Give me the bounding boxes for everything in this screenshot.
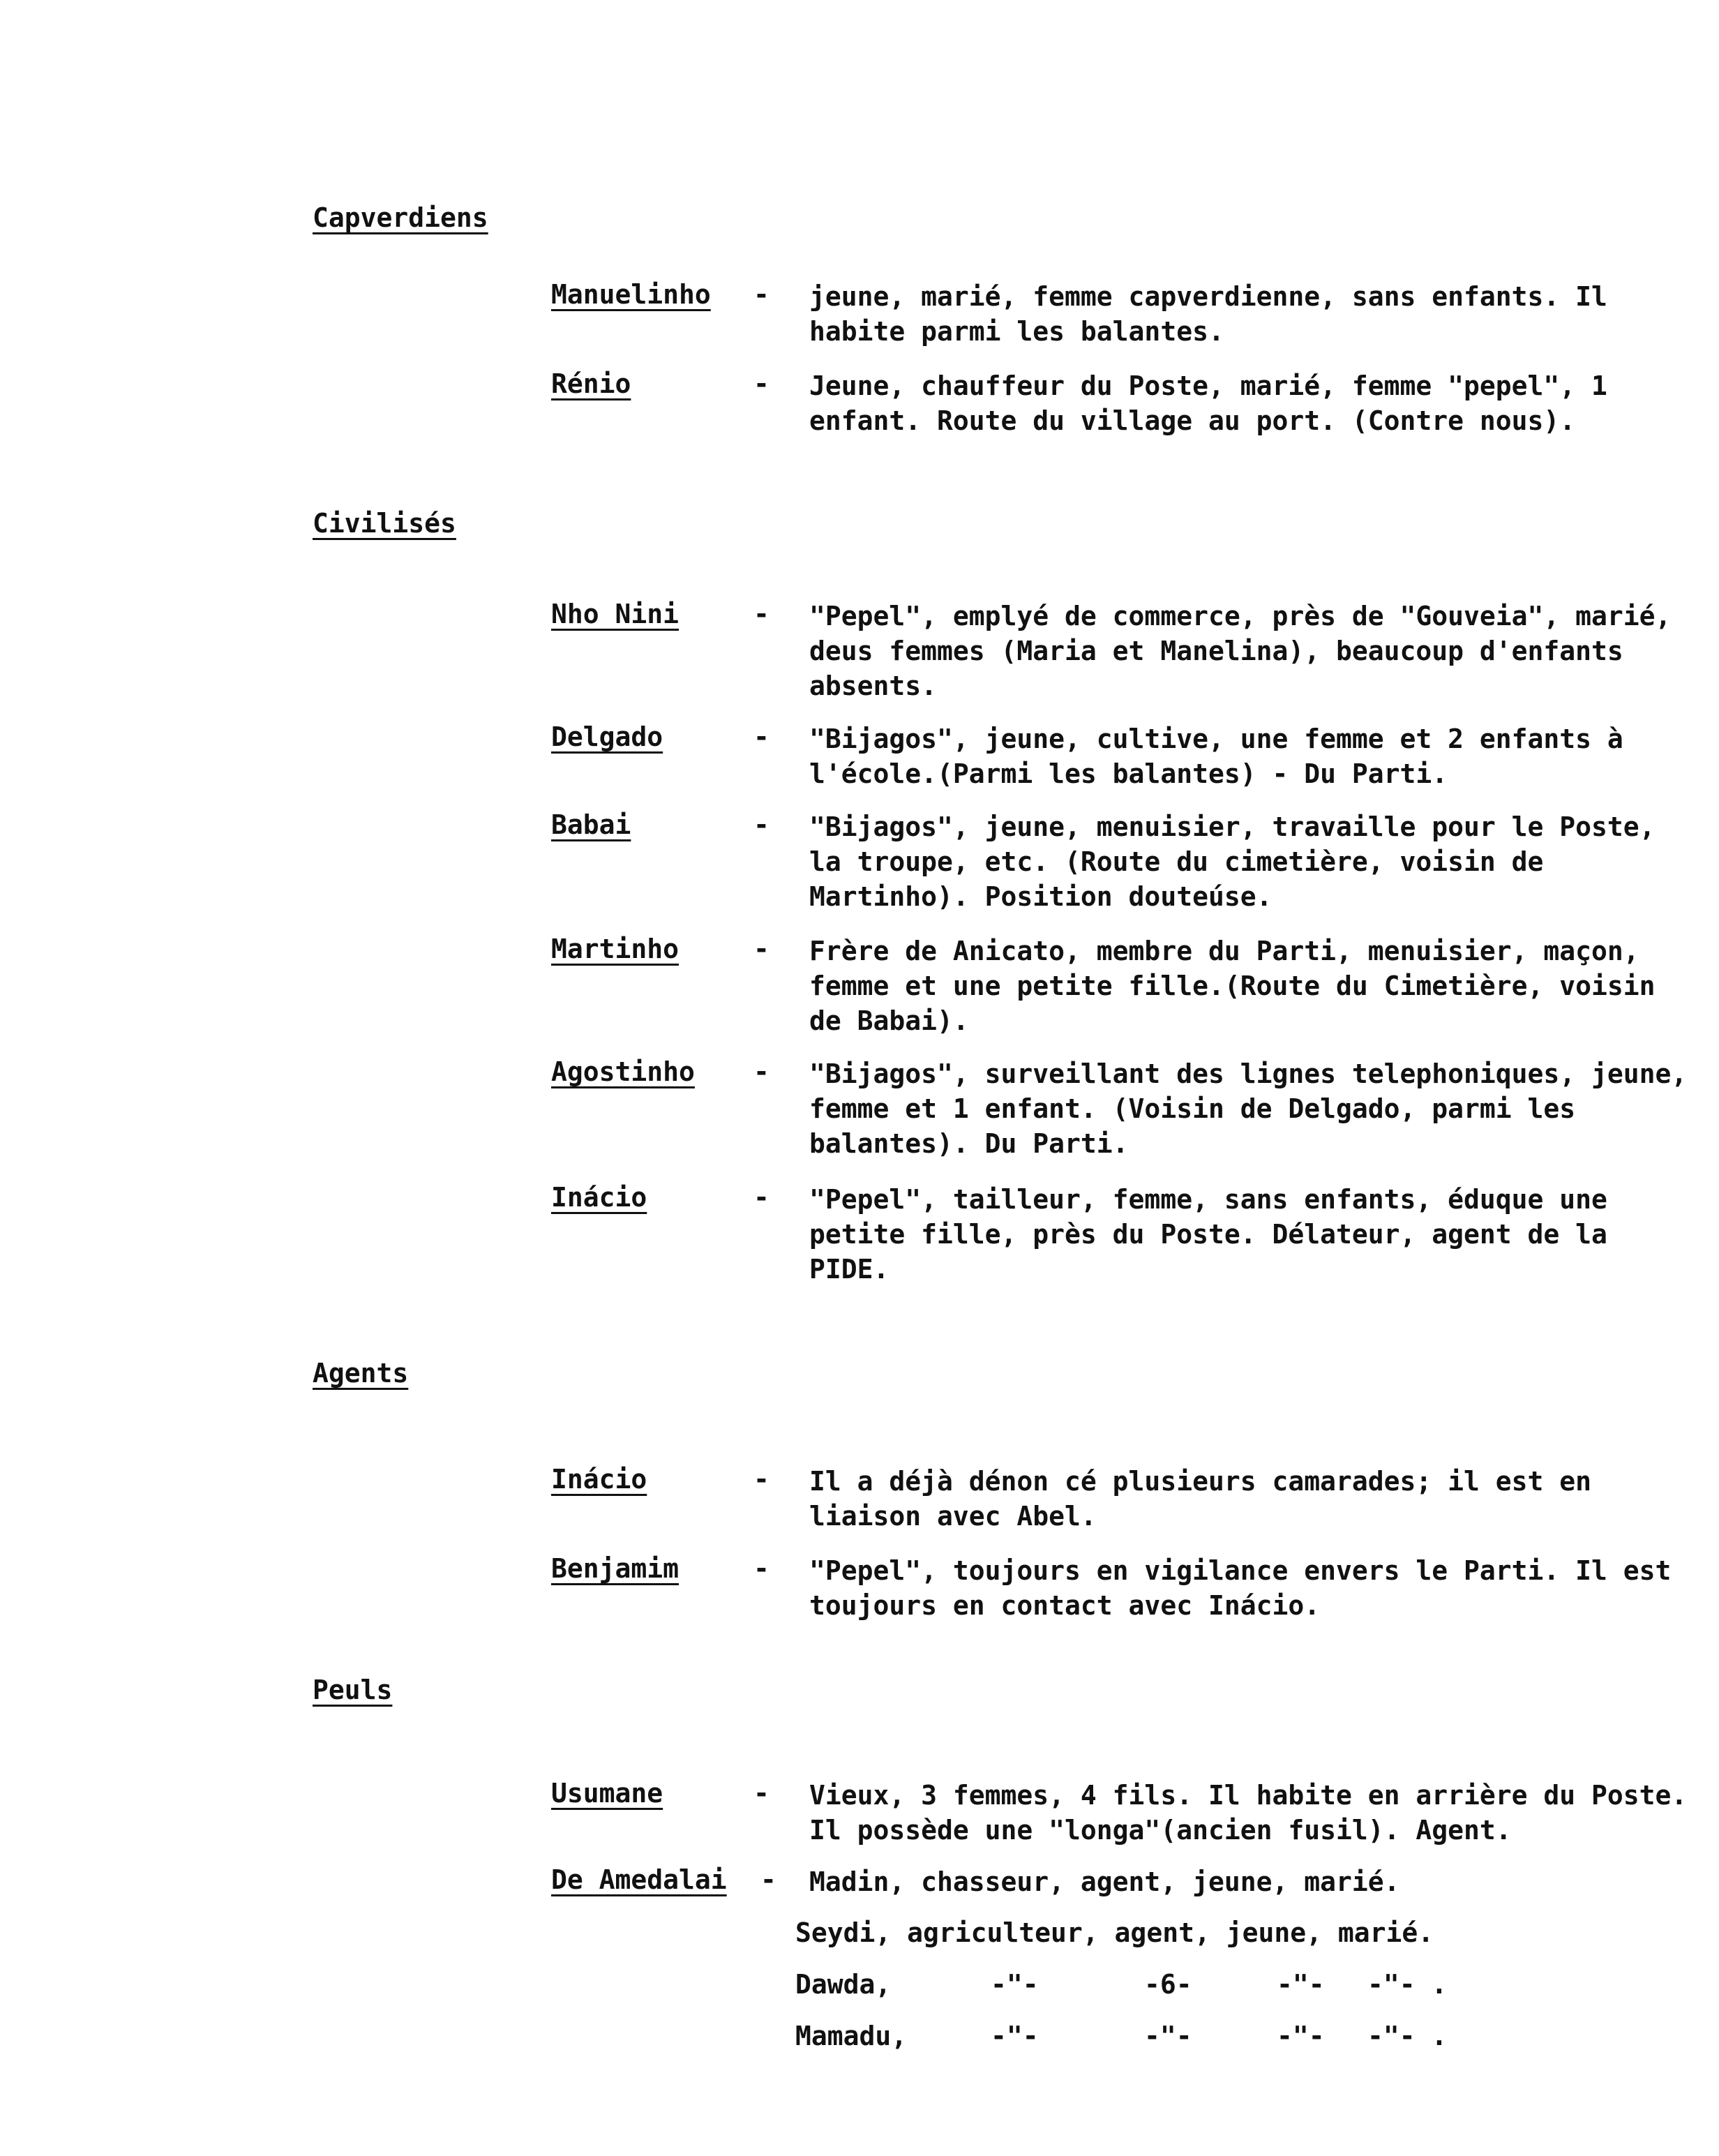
- entry-dash: -: [753, 1464, 770, 1495]
- entry-text: Jeune, chauffeur du Poste, marié, femme "pepel", 1 enfant. Route du village au port. (Contre nous).: [809, 370, 1607, 436]
- entry-dash: -: [753, 279, 770, 310]
- list-item-seydi: Seydi, agriculteur, agent, jeune, marié.: [795, 1917, 1434, 1948]
- entry-name: Rénio: [551, 368, 631, 399]
- entry-dash: -: [753, 368, 770, 399]
- entry-name: De Amedalai: [551, 1864, 727, 1895]
- ditto-mark: -"-: [1277, 1969, 1325, 2000]
- ditto-mark: -"-: [1277, 2021, 1325, 2051]
- entry-name: Martinho: [551, 934, 680, 964]
- entry-name: Delgado: [551, 721, 663, 752]
- entry-name: Nho Nini: [551, 599, 680, 629]
- entry-dash: -: [753, 809, 770, 840]
- entry-name: Benjamim: [551, 1553, 680, 1584]
- ditto-row-name: Dawda,: [795, 1969, 892, 2000]
- section-heading-capverdiens: Capverdiens: [313, 202, 488, 233]
- entry-text: "Pepel", toujours en vigilance envers le Parti. Il est toujours en contact avec Inácio.: [809, 1555, 1672, 1621]
- entry-name: Inácio: [551, 1182, 647, 1213]
- entry-name: Manuelinho: [551, 279, 711, 310]
- ditto-mark: -"- .: [1367, 1969, 1448, 2000]
- entry-text: Il a déjà dénon cé plusieurs camarades; il est en liaison avec Abel.: [809, 1466, 1592, 1532]
- ditto-row-name: Mamadu,: [795, 2021, 908, 2051]
- entry-dash: -: [753, 1056, 770, 1087]
- entry-dash: -: [753, 599, 770, 629]
- entry-dash: -: [753, 1778, 770, 1809]
- entry-text: "Pepel", emplyé de commerce, près de "Gouveia", marié, deus femmes (Maria et Manelina), beaucoup d'enfants absents.: [809, 601, 1672, 701]
- entry-dash: -: [760, 1864, 776, 1895]
- entry-dash: -: [753, 934, 770, 964]
- entry-name: Agostinho: [551, 1056, 695, 1087]
- section-heading-agents: Agents: [313, 1358, 409, 1388]
- ditto-mark: -"-: [1144, 2021, 1192, 2051]
- entry-text: Frère de Anicato, membre du Parti, menuisier, maçon, femme et une petite fille.(Route du Cimetière, voisin de Babai).: [809, 936, 1656, 1036]
- section-heading-civilises: Civilisés: [313, 508, 456, 539]
- entry-name: Inácio: [551, 1464, 647, 1495]
- entry-text: "Bijagos", surveillant des lignes telephoniques, jeune, femme et 1 enfant. (Voisin de Delgado, parmi les balantes). Du Parti.: [809, 1058, 1688, 1159]
- entry-text: "Pepel", tailleur, femme, sans enfants, éduque une petite fille, près du Poste. Délateur, agent de la PIDE.: [809, 1184, 1607, 1285]
- entry-dash: -: [753, 721, 770, 752]
- ditto-mark: -6-: [1144, 1969, 1192, 2000]
- entry-text: "Bijagos", jeune, menuisier, travaille pour le Poste, la troupe, etc. (Route du cimetière, voisin de Martinho). Position douteúse.: [809, 811, 1656, 912]
- entry-name: Babai: [551, 809, 631, 840]
- ditto-mark: -"- .: [1367, 2021, 1448, 2051]
- ditto-mark: -"-: [991, 2021, 1039, 2051]
- entry-dash: -: [753, 1182, 770, 1213]
- ditto-mark: -"-: [991, 1969, 1039, 2000]
- entry-text: Vieux, 3 femmes, 4 fils. Il habite en arrière du Poste. Il possède une "longa"(ancien fusil). Agent.: [809, 1780, 1688, 1846]
- entry-dash: -: [753, 1553, 770, 1584]
- entry-name: Usumane: [551, 1778, 663, 1809]
- entry-text: "Bijagos", jeune, cultive, une femme et 2 enfants à l'école.(Parmi les balantes) - Du Parti.: [809, 724, 1623, 789]
- entry-text: jeune, marié, femme capverdienne, sans enfants. Il habite parmi les balantes.: [809, 281, 1607, 347]
- entry-text: Madin, chasseur, agent, jeune, marié.: [809, 1866, 1400, 1897]
- section-heading-peuls: Peuls: [313, 1675, 393, 1705]
